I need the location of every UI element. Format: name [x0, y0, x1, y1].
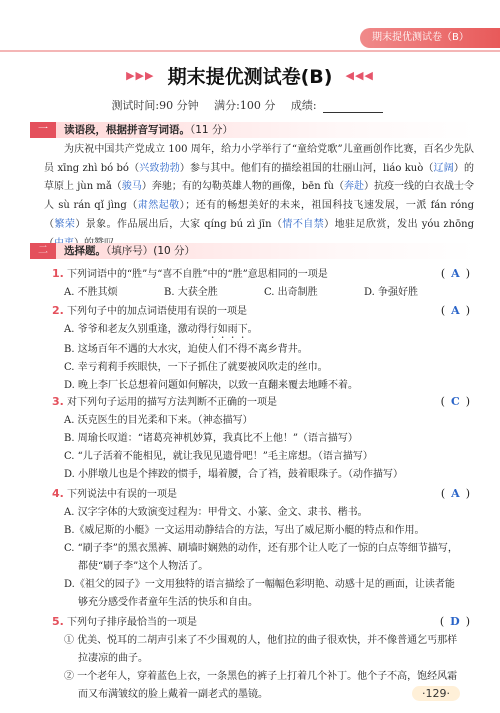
question-3-stem: 对下列句子运用的描写方法判断不正确的一项是: [67, 397, 278, 408]
section-1-header: [30, 122, 475, 138]
option-d[interactable]: D. 晚上李厂长总想着问题如何解决，以致一直翻来覆去地睡不着。: [64, 380, 359, 391]
question-1-options: [52, 284, 470, 302]
result-blank[interactable]: [323, 102, 383, 113]
header-divider: [0, 50, 500, 52]
option-c[interactable]: C. “儿子活着不能相见，就让我见见遗骨吧！”毛主席想。（语言描写）: [64, 451, 373, 462]
section-2-number: 二: [30, 243, 56, 259]
option-d[interactable]: D. 争强好胜: [364, 287, 419, 298]
option-b[interactable]: B. 周瑜长叹道：“诸葛亮神机妙算，我真比不上他！”（语言描写）: [64, 433, 358, 444]
option-d[interactable]: D.《祖父的园子》一文用独特的语言描绘了一幅幅色彩明艳、动感十足的画面，让读者能: [64, 579, 455, 590]
question-3: 3. 对下列句子运用的描写方法判断不正确的一项是 ( C ) A. 沃克医生的目光柔和下来。（神态描写） B. 周瑜长叹道：“诸葛亮神机妙算，我真比不上他！”（语言描写） C. “儿子活着不能相见，就让我见见遗骨吧！”毛主席想。（语言描写） D. 小胖墩儿也是个摔跤的惯手，塌着腰，合了裆，鼓着眼珠子。（动作描写）: [52, 393, 470, 484]
full-score: 满分:100 分: [214, 99, 276, 112]
section-2-header: [30, 243, 475, 259]
option-a[interactable]: A. 汉字字体的大致演变过程为：甲骨文、小篆、金文、隶书、楷书。: [64, 507, 368, 518]
sentence-2-cont: 而又布满皱纹的脸上戴着一副老式的墨镜。: [78, 689, 268, 700]
answer-6[interactable]: 繁荣: [54, 218, 76, 230]
question-5-stem: 下列句子排序最恰当的一项是: [67, 617, 198, 628]
section-1-passage: 为庆祝中国共产党成立 100 周年，给力小学举行了“童给党歌”儿童画创作比赛，百名少先队员 xīng zhì bó bó（兴致勃勃）参与其中。他们有的描绘祖国的壮丽山河，liáo kuò（辽阔）的草原上 jùn mǎ（骏马）奔驰；有的勾勒英雄人物的画像，bēn fù（奔赴）抗疫一线的白衣战士令人 sù rán qǐ jìng（肃然起敬）；还有的畅想美好的未来，祖国科技飞速发展，一派 fán róng（繁荣）景象。作品展出后，大家 qíng bú zì jīn（情不自禁）地驻足欣赏，发出 yóu zhōng: [44, 141, 474, 253]
result-label: 成绩:: [291, 99, 389, 112]
test-time: 测试时间:90 分钟: [111, 99, 199, 112]
answer-3[interactable]: 骏马: [121, 181, 142, 193]
sentence-1-cont: 拉凄凉的曲子。: [78, 653, 148, 664]
question-4-answer[interactable]: ( A ): [440, 487, 470, 500]
option-b[interactable]: B. 这场百年不遇的大水灾，迫使人们不得不离乡背井。: [64, 344, 308, 355]
triangle-right-icon: ◀◀◀: [345, 69, 374, 82]
section-1-title: 读语段，根据拼音写词语。（11 分）: [64, 124, 233, 136]
option-c[interactable]: C. 出奇制胜: [264, 287, 318, 298]
option-a[interactable]: A. 沃克医生的目光柔和下来。（神态描写）: [64, 415, 253, 426]
question-4: 4. 下列说法中有误的一项是 ( A ) A. 汉字字体的大致演变过程为：甲骨文、小篆、金文、隶书、楷书。 B.《威尼斯的小艇》一文运用动静结合的方法，写出了威尼斯小艇的特点和作用。 C. “刷子李”的黑衣黑裤、刷墙时娴熟的动作，还有那个让人吃了一惊的白点等细节描写， 都使“刷子李”这个人物活了。 D.《祖父的园子》一文用独特的语言描绘了一幅幅色彩明艳、动感十足的画面，让读者能 够充分感受作者童年生活的快乐和自由。: [52, 485, 470, 612]
question-2-answer[interactable]: ( A ): [440, 304, 470, 317]
question-3-answer[interactable]: ( C ): [440, 395, 470, 408]
page-number: ·129·: [412, 686, 460, 701]
triangle-left-icon: ▶▶▶: [126, 69, 155, 82]
question-1-answer[interactable]: ( A ): [440, 267, 470, 280]
sentence-2: ② 一个老年人，穿着蓝色上衣，一条黑色的裤子上打着几个补丁。他个子不高，饱经风霜: [64, 671, 458, 682]
section-1-number: 一: [30, 122, 56, 138]
option-d[interactable]: D. 小胖墩儿也是个摔跤的惯手，塌着腰，合了裆，鼓着眼珠子。（动作描写）: [64, 469, 404, 480]
header-tab: 期末提优测试卷（B）: [360, 28, 500, 48]
option-b[interactable]: B. 大获全胜: [164, 287, 218, 298]
option-d-cont: 够充分感受作者童年生活的快乐和自由。: [78, 597, 258, 608]
question-1-stem: 下列词语中的“胜”与“喜不自胜”中的“胜”意思相同的一项是: [67, 269, 328, 280]
question-4-stem: 下列说法中有误的一项是: [67, 489, 178, 500]
answer-4[interactable]: 奔赴: [343, 181, 364, 193]
option-c-cont: 都使“刷子李”这个人物活了。: [78, 561, 209, 572]
answer-1[interactable]: 兴致勃勃: [139, 162, 180, 174]
question-2: 2. 下列句子中的加点词语使用有误的一项是 ( A ) A. 爷爷和老友久别重逢，激动得行如雨下。 B. 这场百年不遇的大水灾，迫使人们不得不离乡背井。 C. 幸亏莉莉手疾眼快，一下子抓住了就要被风吹走的丝巾。 D. 晚上李厂长总想着问题如何解决，以致一直翻来覆去地睡不着。: [52, 302, 470, 395]
option-c[interactable]: C. 幸亏莉莉手疾眼快，一下子抓住了就要被风吹走的丝巾。: [64, 362, 328, 373]
question-5: 5. 下列句子排序最恰当的一项是 ( D ) ① 优美、悦耳的二胡声引来了不少围观的人，他们拉的曲子很欢快，并不像普通乞丐那样 拉凄凉的曲子。 ② 一个老年人，穿着蓝色上衣，一条黑色的裤子上打着几个补丁。他个子不高，饱经风霜 而又布满皱纹的脸上戴着一副老式的墨镜。: [52, 613, 470, 704]
option-c[interactable]: C. “刷子李”的黑衣黑裤、刷墙时娴熟的动作，还有那个让人吃了一惊的白点等细节描写，: [64, 543, 458, 554]
section-2-title: 选择题。（填序号）(10 分）: [64, 245, 196, 257]
option-b[interactable]: B.《威尼斯的小艇》一文运用动静结合的方法，写出了威尼斯小艇的特点和作用。: [64, 525, 425, 536]
question-2-stem: 下列句子中的加点词语使用有误的一项是: [67, 306, 248, 317]
title-row: [0, 62, 500, 89]
answer-2[interactable]: 辽阔: [433, 162, 454, 174]
sentence-1: ① 优美、悦耳的二胡声引来了不少围观的人，他们拉的曲子很欢快，并不像普通乞丐那样: [64, 635, 458, 646]
answer-5[interactable]: 肃然起敬: [137, 200, 180, 212]
question-5-answer[interactable]: ( D ): [439, 615, 470, 628]
page-title: 期末提优测试卷(B): [167, 66, 333, 88]
option-a[interactable]: A. 爷爷和老友久别重逢，激动得行如雨下。: [64, 324, 258, 335]
question-1: 1. 下列词语中的“胜”与“喜不自胜”中的“胜”意思相同的一项是 ( A ) A. 不胜其烦 B. 大获全胜 C. 出奇制胜 D. 争强好胜: [52, 265, 470, 302]
answer-7[interactable]: 情不自禁: [282, 218, 325, 230]
option-a[interactable]: A. 不胜其烦: [64, 287, 118, 298]
test-meta: [0, 97, 500, 113]
